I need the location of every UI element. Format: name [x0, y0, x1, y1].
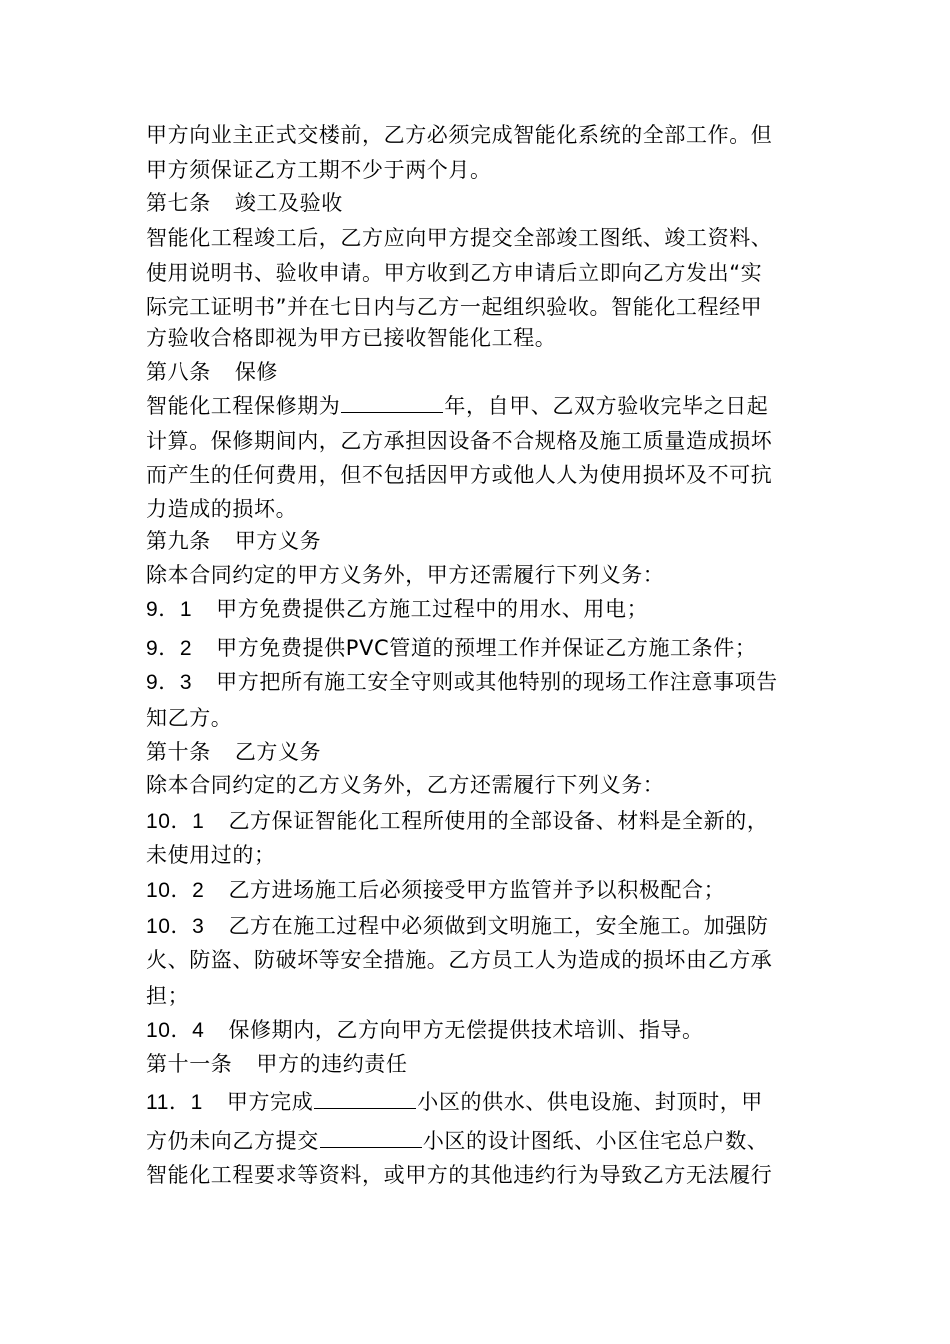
paragraph-text: 智能化工程要求等资料，或甲方的其他违约行为导致乙方无法履行	[146, 1163, 773, 1187]
article-heading	[146, 527, 806, 555]
paragraph-line	[146, 461, 806, 489]
paragraph-line	[146, 324, 806, 352]
clause-number: 10．3	[146, 915, 205, 938]
clause-number: 9．1	[146, 598, 193, 621]
article-title: 甲方的违约责任	[256, 1052, 408, 1076]
clause-number: 11．1	[146, 1091, 203, 1114]
clause-item	[146, 912, 806, 941]
article-heading	[146, 738, 806, 766]
paragraph-text: 方验收合格即视为甲方已接收智能化工程。	[146, 326, 557, 350]
paragraph-text: 际完工证明书”并在七日内与乙方一起组织验收。智能化工程经甲	[146, 295, 763, 319]
clause-text: 小区的供水、供电设施、封顶时，甲	[417, 1090, 763, 1114]
paragraph-text: 而产生的任何费用，但不包括因甲方或他人人为使用损坏及不可抗	[146, 463, 773, 487]
paragraph-line	[146, 946, 806, 974]
clause-text: 甲方把所有施工安全守则或其他特别的现场工作注意事项告	[216, 670, 778, 694]
paragraph-text: 知乙方。	[146, 706, 233, 730]
paragraph-line	[146, 156, 806, 184]
article-title: 竣工及验收	[234, 191, 343, 215]
paragraph-text: 火、防盗、防破坏等安全措施。乙方员工人为造成的损坏由乙方承	[146, 948, 773, 972]
article-title: 保修	[234, 360, 279, 384]
paragraph-text: 方仍未向乙方提交	[146, 1129, 319, 1153]
clause-number: 10．1	[146, 810, 205, 833]
clause-item	[146, 595, 806, 624]
paragraph-line	[146, 1127, 806, 1155]
paragraph-line	[146, 1161, 806, 1189]
paragraph-text: 甲方向业主正式交楼前，乙方必须完成智能化系统的全部工作。但	[146, 123, 773, 147]
clause-text: 乙方在施工过程中必须做到文明施工，安全施工。加强防	[228, 914, 769, 938]
fill-in-blank	[341, 392, 443, 413]
paragraph-line	[146, 259, 806, 287]
article-title: 乙方义务	[234, 740, 322, 764]
paragraph-line	[146, 771, 806, 799]
paragraph-line	[146, 224, 806, 252]
article-title: 甲方义务	[234, 529, 322, 553]
paragraph-line	[146, 392, 806, 420]
paragraph-line	[146, 704, 806, 732]
article-number: 第七条	[146, 191, 211, 215]
paragraph-text: 未使用过的；	[146, 843, 276, 867]
article-heading	[146, 189, 806, 217]
paragraph-line	[146, 982, 806, 1010]
paragraph-text: 除本合同约定的乙方义务外，乙方还需履行下列义务：	[146, 773, 665, 797]
clause-item	[146, 1016, 806, 1045]
paragraph-text: 使用说明书、验收申请。甲方收到乙方申请后立即向乙方发出“实	[146, 261, 763, 285]
article-heading	[146, 1050, 806, 1078]
clause-text: 甲方完成	[226, 1090, 314, 1114]
paragraph-line	[146, 495, 806, 523]
paragraph-text: 小区的设计图纸、小区住宅总户数、	[422, 1129, 769, 1153]
clause-item	[146, 634, 806, 663]
paragraph-text: 力造成的损坏。	[146, 497, 298, 521]
paragraph-text: 智能化工程保修期为	[146, 394, 341, 418]
paragraph-line	[146, 293, 806, 321]
paragraph-line	[146, 561, 806, 589]
clause-number: 9．3	[146, 671, 193, 694]
clause-text: 乙方进场施工后必须接受甲方监管并予以积极配合；	[228, 878, 726, 902]
paragraph-text: 担；	[146, 984, 190, 1008]
article-number: 第十一条	[146, 1052, 233, 1076]
paragraph-text: 除本合同约定的甲方义务外，甲方还需履行下列义务：	[146, 563, 665, 587]
clause-number: 9．2	[146, 637, 193, 660]
fill-in-blank	[320, 1127, 422, 1148]
paragraph-text: 智能化工程竣工后，乙方应向甲方提交全部竣工图纸、竣工资料、	[146, 226, 773, 250]
clause-text: 甲方免费提供PVC管道的预埋工作并保证乙方施工条件；	[216, 636, 757, 660]
article-number: 第十条	[146, 740, 211, 764]
clause-item	[146, 1088, 806, 1117]
clause-text: 甲方免费提供乙方施工过程中的用水、用电；	[216, 597, 649, 621]
paragraph-line	[146, 427, 806, 455]
clause-item	[146, 668, 806, 697]
clause-number: 10．4	[146, 1019, 205, 1042]
paragraph-text: 甲方须保证乙方工期不少于两个月。	[146, 158, 492, 182]
clause-text: 乙方保证智能化工程所使用的全部设备、材料是全新的，	[228, 809, 769, 833]
paragraph-text: 年，自甲、乙双方验收完毕之日起	[444, 394, 769, 418]
paragraph-line	[146, 841, 806, 869]
clause-number: 10．2	[146, 879, 205, 902]
article-number: 第八条	[146, 360, 211, 384]
clause-text: 保修期内，乙方向甲方无偿提供技术培训、指导。	[228, 1018, 704, 1042]
paragraph-line	[146, 121, 806, 149]
clause-item	[146, 807, 806, 836]
fill-in-blank	[314, 1088, 416, 1109]
article-heading	[146, 358, 806, 386]
paragraph-text: 计算。保修期间内，乙方承担因设备不合规格及施工质量造成损坏	[146, 429, 773, 453]
clause-item	[146, 876, 806, 905]
article-number: 第九条	[146, 529, 211, 553]
